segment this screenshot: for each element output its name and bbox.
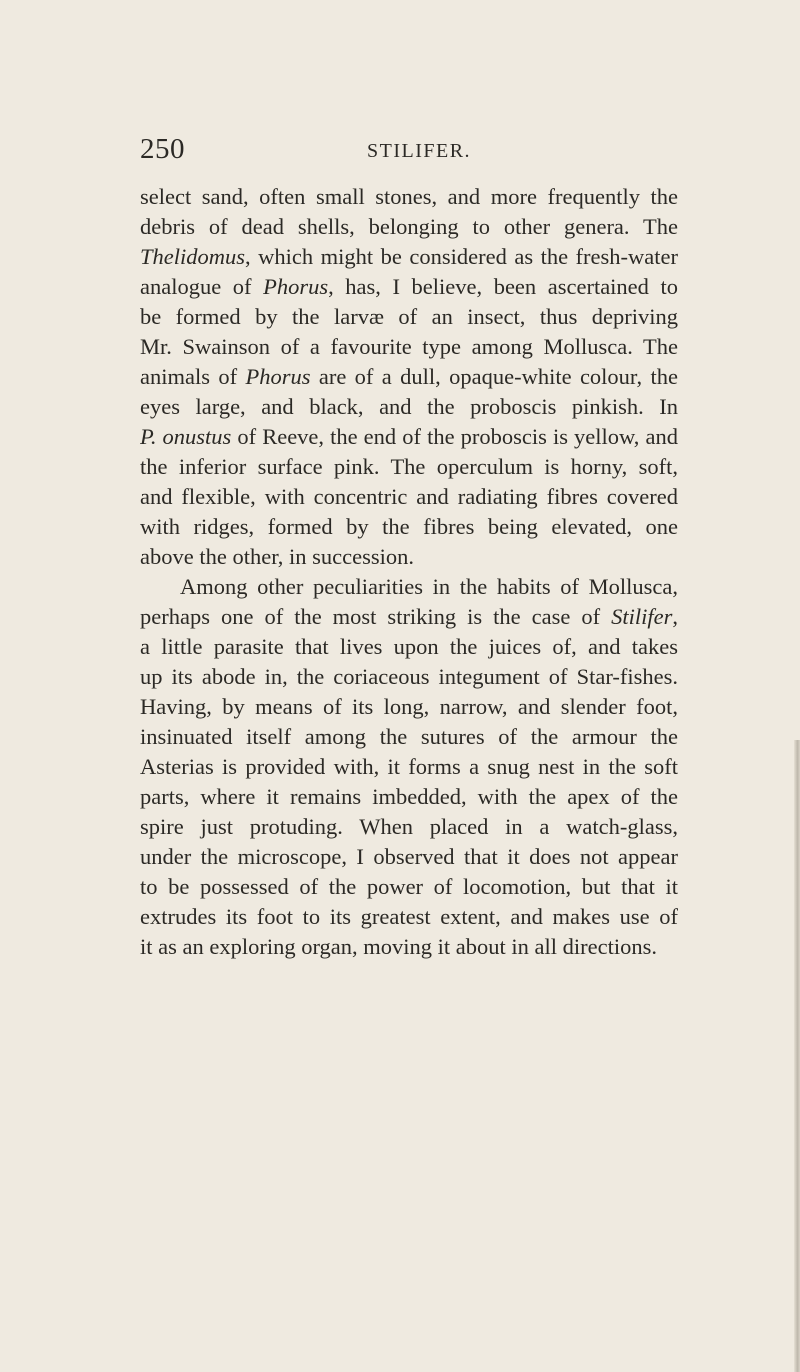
text-line: to be possessed of the power of locomotion, but that it: [140, 874, 678, 899]
text-line: under the microscope, I observed that it does not appear: [140, 844, 678, 869]
body-text: [140, 182, 678, 962]
text-line: debris of dead shells, belonging to other genera. The: [140, 214, 678, 239]
text-line: above the other, in succession.: [140, 544, 415, 569]
text-line: a little parasite that lives upon the juices of, and takes: [140, 634, 678, 659]
text-line: and flexible, with concentric and radiating fibres covered: [140, 484, 678, 509]
text-line: P. onustus of Reeve, the end of the proboscis is yellow, and: [140, 424, 678, 449]
text-line: the inferior surface pink. The operculum is horny, soft,: [140, 454, 678, 479]
running-head: STILIFER.: [367, 140, 472, 162]
text-line: Thelidomus, which might be considered as the fresh-water: [140, 244, 678, 269]
text-line: Asterias is provided with, it forms a snug nest in the soft: [140, 754, 678, 779]
text-line: select sand, often small stones, and more frequently the: [140, 184, 678, 209]
text-line: Among other peculiarities in the habits of Mollusca,: [180, 574, 678, 599]
text-line: analogue of Phorus, has, I believe, been ascertained to: [140, 274, 678, 299]
text-line: eyes large, and black, and the proboscis pinkish. In: [140, 394, 678, 419]
text-line: it as an exploring organ, moving it about in all directions.: [140, 934, 657, 959]
text-line: extrudes its foot to its greatest extent, and makes use of: [140, 904, 678, 929]
text-line: Having, by means of its long, narrow, and slender foot,: [140, 694, 678, 719]
text-line: animals of Phorus are of a dull, opaque-white colour, the: [140, 364, 678, 389]
page-header: [140, 132, 680, 166]
text-line: be formed by the larvæ of an insect, thus depriving: [140, 304, 678, 329]
text-line: parts, where it remains imbedded, with the apex of the: [140, 784, 678, 809]
text-line: spire just protuding. When placed in a watch-glass,: [140, 814, 678, 839]
text-line: Mr. Swainson of a favourite type among Mollusca. The: [140, 334, 678, 359]
text-line: with ridges, formed by the fibres being elevated, one: [140, 514, 678, 539]
page-edge-shadow: [794, 740, 800, 1372]
text-line: perhaps one of the most striking is the case of Stilifer,: [140, 604, 678, 629]
text-line: insinuated itself among the sutures of the armour the: [140, 724, 678, 749]
page-number: 250: [140, 133, 185, 165]
text-line: up its abode in, the coriaceous integument of Star-fishes.: [140, 664, 678, 689]
